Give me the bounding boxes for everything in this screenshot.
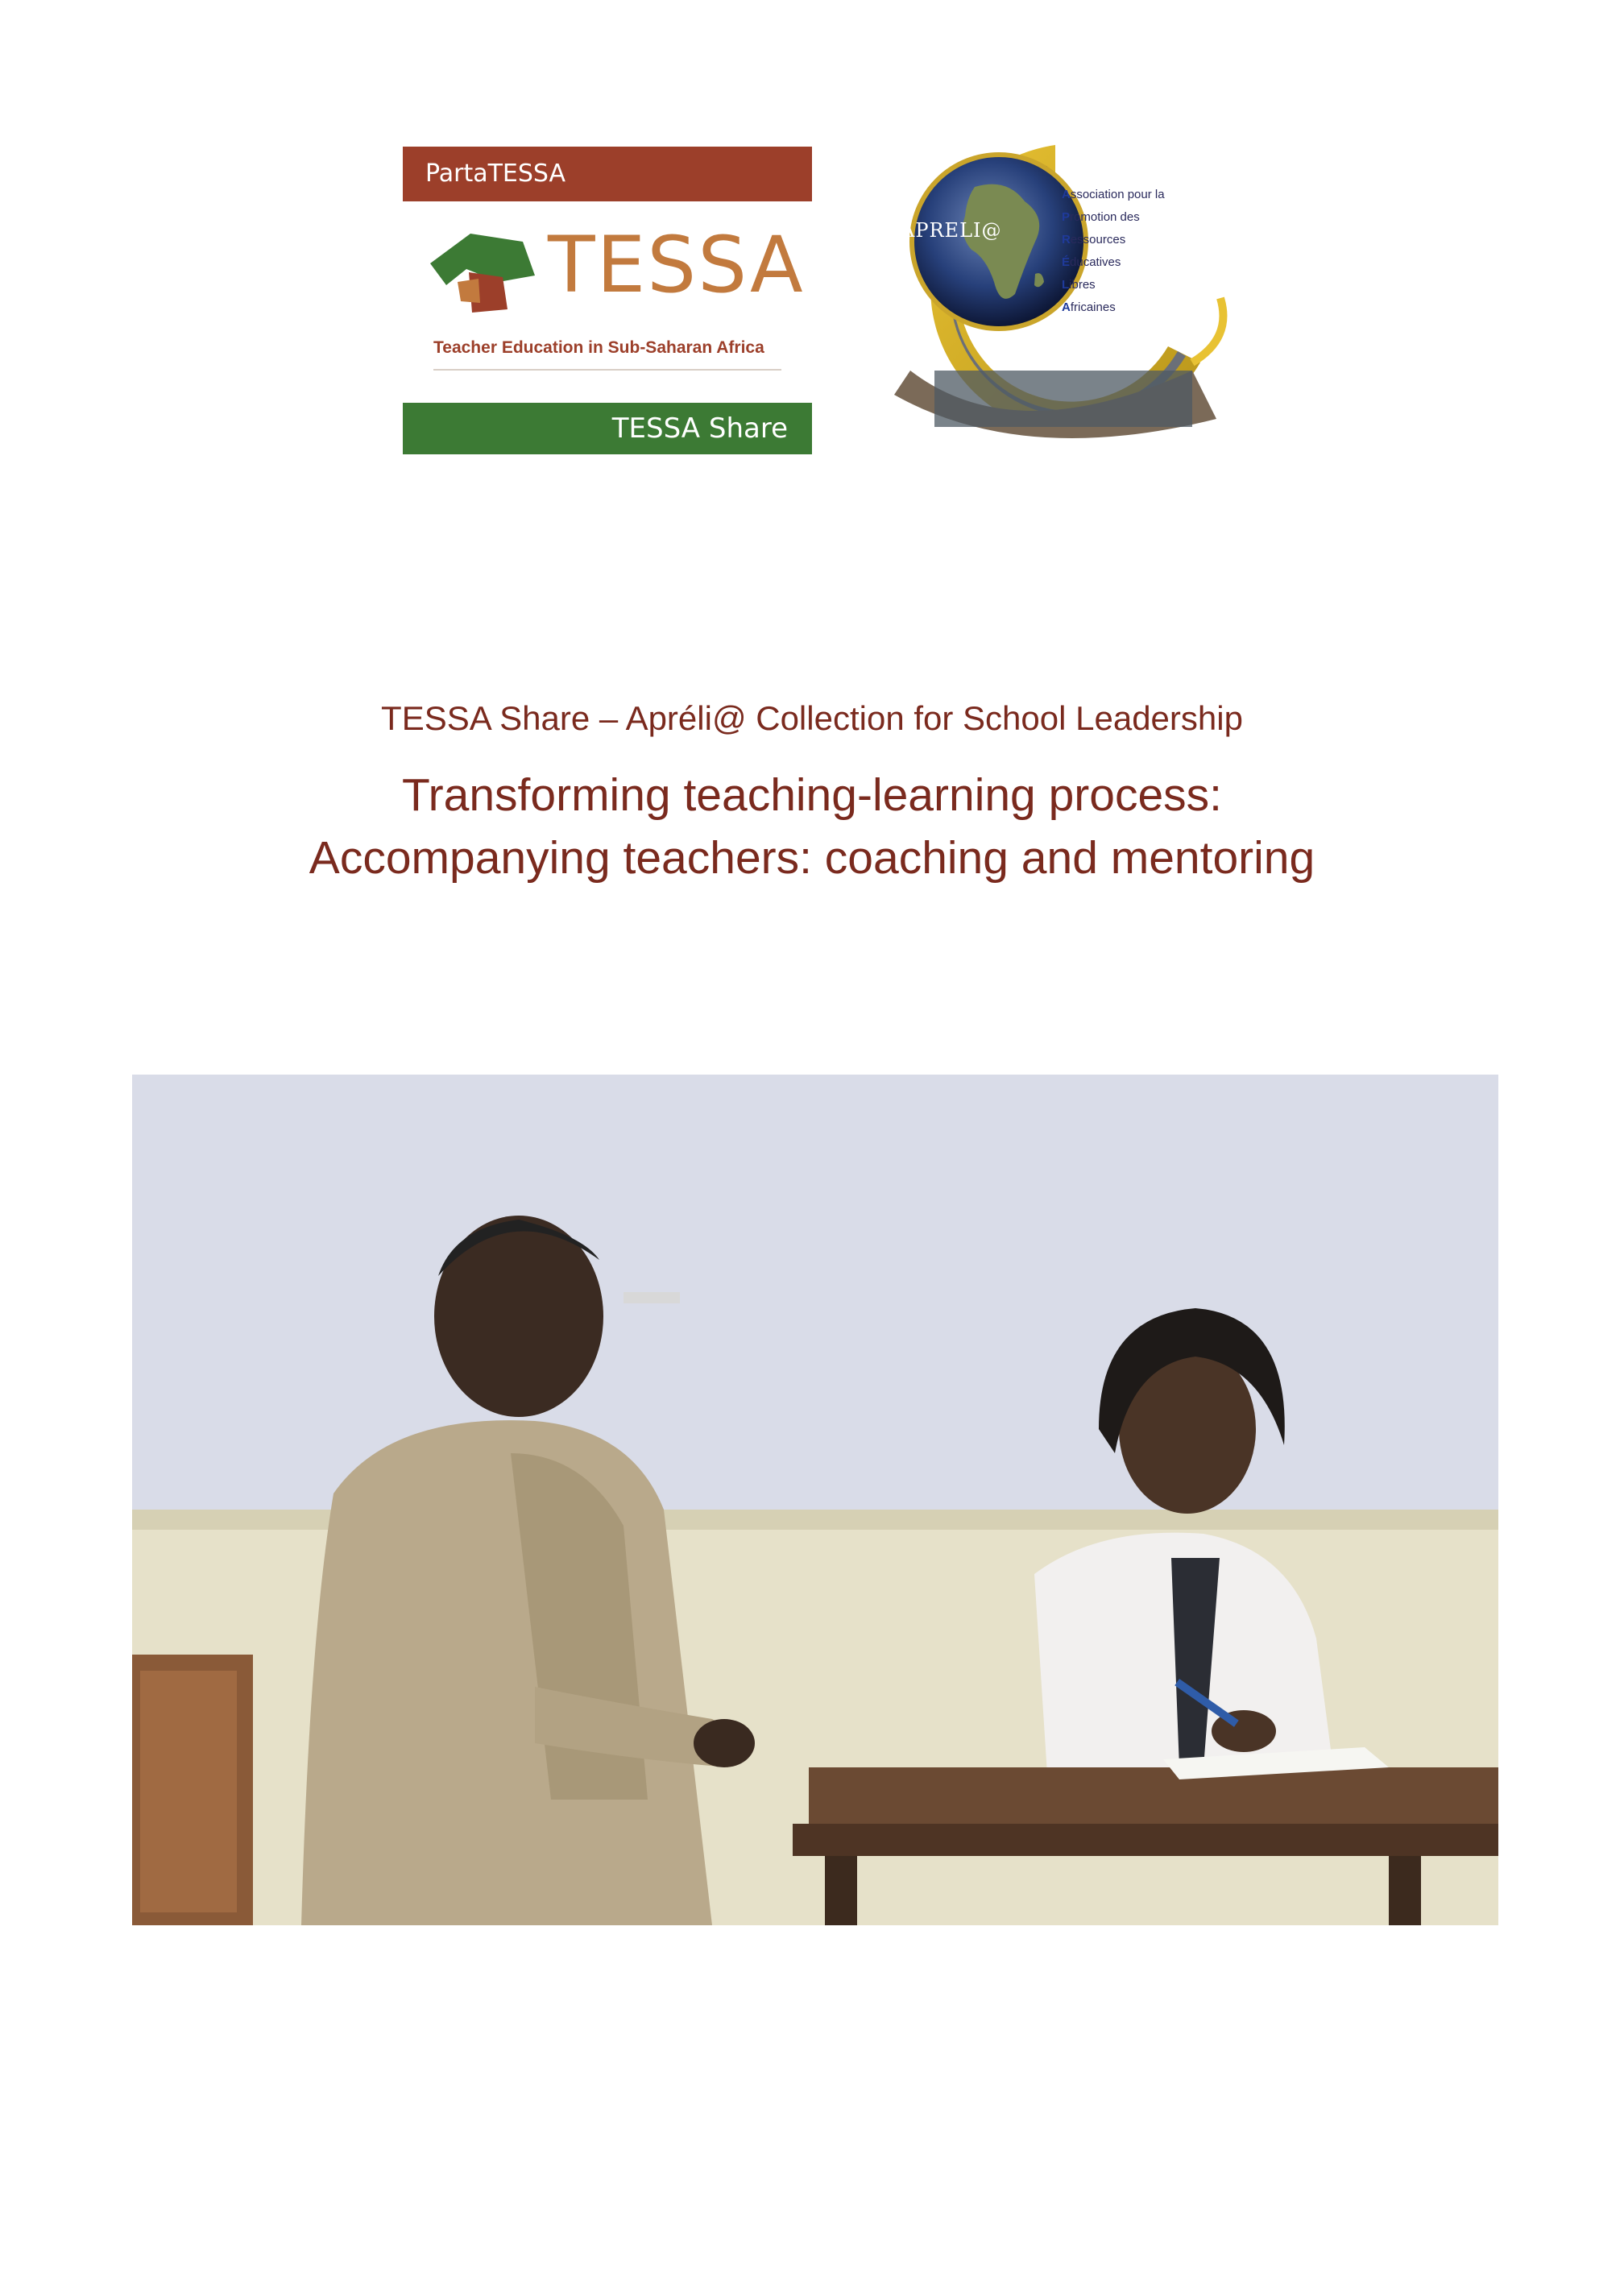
tessa-mark-icon xyxy=(422,219,543,316)
apreli-line: Ressources xyxy=(1062,233,1126,246)
tessa-top-banner: PartaTESSA xyxy=(403,147,812,201)
apreli-line: Africaines xyxy=(1062,300,1116,314)
tessa-bottom-banner: TESSA Share xyxy=(403,403,812,454)
tessa-divider xyxy=(433,369,781,371)
title-line-1: Transforming teaching-learning process: xyxy=(401,769,1223,821)
apreli-logo xyxy=(814,129,1241,451)
collection-subtitle: TESSA Share – Apréli@ Collection for School Leadership xyxy=(381,699,1243,737)
tessa-logo xyxy=(403,147,812,454)
title-line-2: Accompanying teachers: coaching and mentoring xyxy=(309,832,1315,884)
apreli-globe-label: APRELI@ xyxy=(901,219,1002,242)
apreli-acronym-list xyxy=(1062,184,1165,319)
cover-photo xyxy=(132,1075,1498,1925)
apreli-line: Promotion des xyxy=(1062,210,1140,224)
photo-teachers-at-desk-icon xyxy=(132,1075,1498,1925)
tessa-tagline: Teacher Education in Sub-Saharan Africa xyxy=(433,338,764,357)
apreli-line: Libres xyxy=(1062,278,1096,292)
apreli-line: Association pour la xyxy=(1062,188,1165,201)
tessa-wordmark: TESSA xyxy=(548,220,805,310)
apreli-line: Éducatives xyxy=(1062,255,1121,269)
document-title xyxy=(0,764,1624,889)
